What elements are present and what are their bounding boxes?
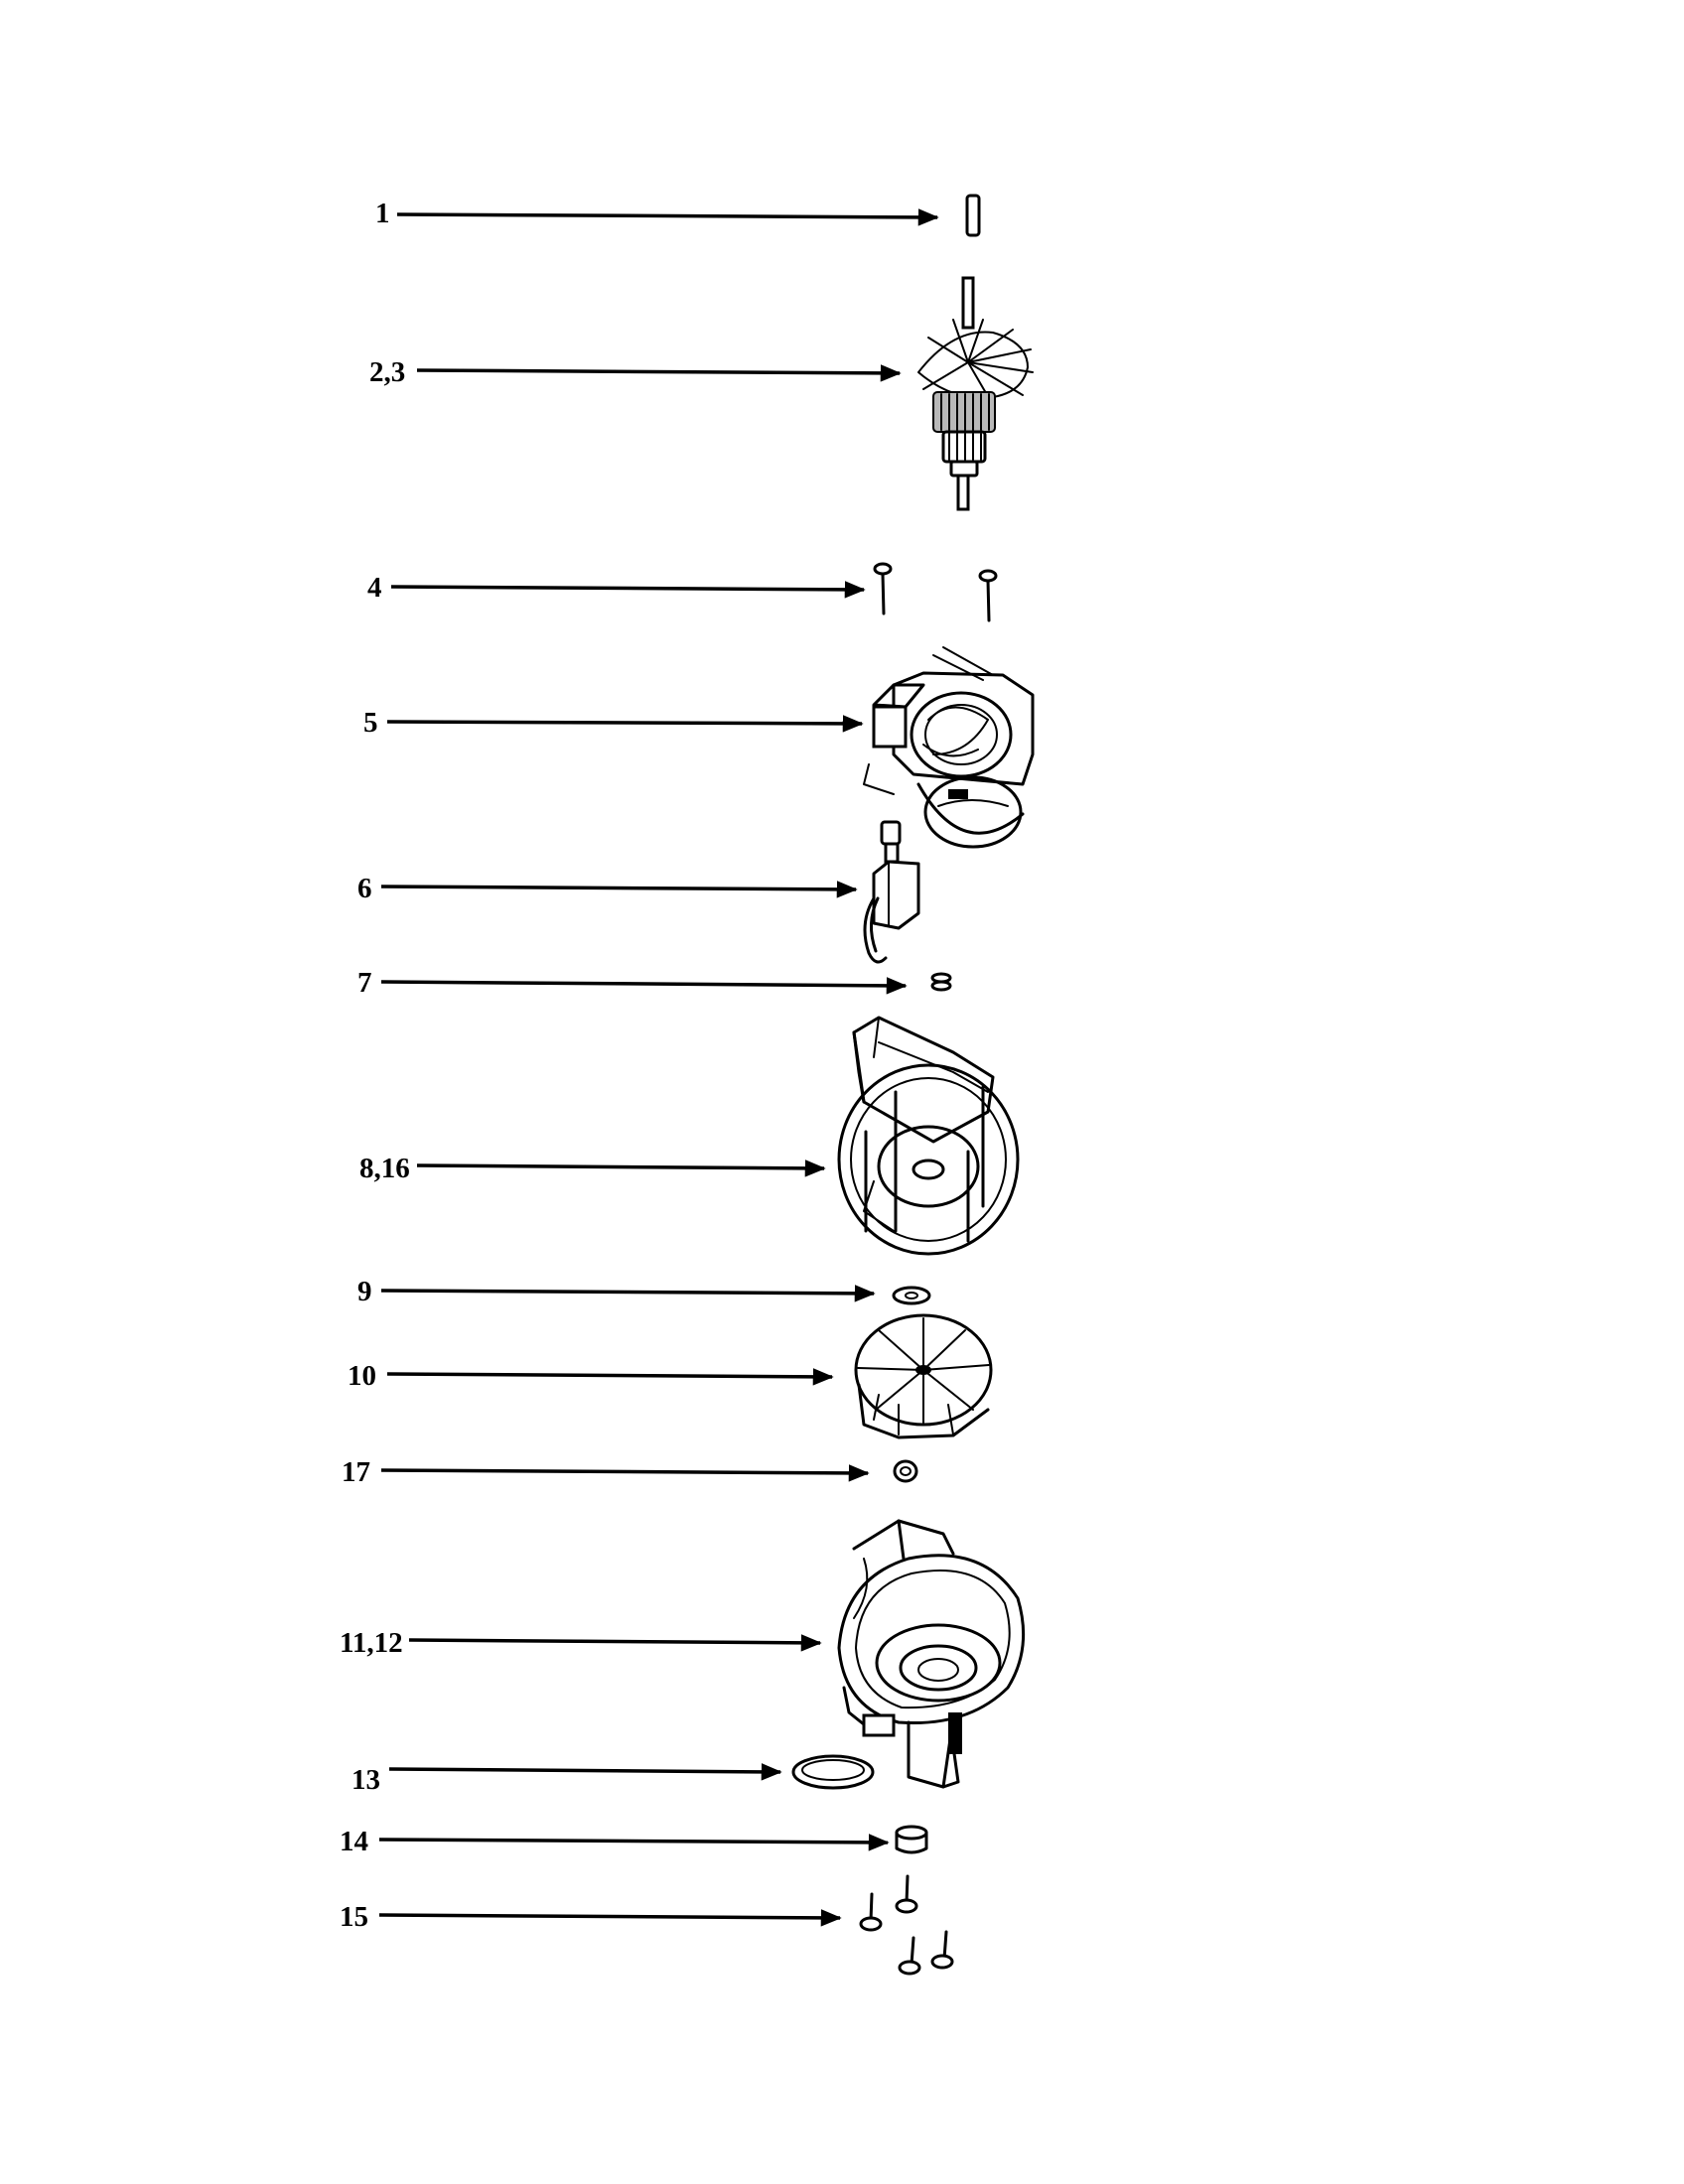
callout-label-1: 1 (375, 198, 390, 229)
leader-arrow-5 (387, 722, 862, 724)
callout-4 (367, 572, 864, 604)
callout-label-2-3: 2,3 (369, 356, 406, 388)
callout-label-4: 4 (367, 572, 382, 604)
callout-9 (357, 1276, 874, 1307)
motor-field-housing-icon (864, 647, 1033, 847)
leader-arrow-9 (381, 1291, 874, 1294)
leader-arrow-10 (387, 1374, 832, 1377)
belt-ring-icon (793, 1756, 873, 1788)
screw-pair-icon (875, 564, 996, 620)
callout-17 (342, 1456, 868, 1488)
armature-with-fan-icon (918, 278, 1033, 509)
washer-icon (894, 1288, 929, 1303)
callout-8-16 (359, 1153, 824, 1184)
leader-arrow-17 (381, 1470, 868, 1473)
callout-label-7: 7 (357, 967, 372, 999)
callout-label-14: 14 (340, 1826, 368, 1857)
leader-arrow-1 (397, 214, 937, 217)
callout-label-11-12: 11,12 (340, 1627, 403, 1659)
callout-7 (357, 967, 906, 999)
leader-arrow-6 (381, 887, 856, 889)
callout-13 (351, 1764, 780, 1796)
callout-label-10: 10 (348, 1360, 376, 1392)
callout-label-15: 15 (340, 1901, 368, 1933)
leader-arrow-14 (379, 1840, 888, 1843)
callout-label-13: 13 (351, 1764, 380, 1796)
callout-14 (340, 1826, 888, 1857)
callout-15 (340, 1901, 840, 1933)
callout-label-6: 6 (357, 873, 372, 904)
leader-arrow-15 (379, 1915, 840, 1918)
callout-label-17: 17 (342, 1456, 370, 1488)
callout-label-9: 9 (357, 1276, 372, 1307)
leader-arrow-13 (389, 1769, 780, 1772)
callout-10 (348, 1360, 832, 1392)
leader-arrow-11-12 (409, 1640, 820, 1643)
switch-with-lead-icon (865, 822, 918, 962)
leader-arrow-7 (381, 982, 906, 986)
callout-11-12 (340, 1627, 820, 1659)
callout-label-5: 5 (363, 707, 378, 739)
leader-arrow-4 (391, 587, 864, 590)
callout-6 (357, 873, 856, 904)
motor-mount-plate-icon (839, 1018, 1018, 1254)
callout-5 (363, 707, 862, 739)
fan-housing-icon (839, 1521, 1024, 1787)
nut-icon (895, 1461, 916, 1481)
callout-label-8-16: 8,16 (359, 1153, 410, 1184)
leader-arrow-8-16 (417, 1165, 824, 1168)
spring-clip-icon (932, 974, 950, 990)
impeller-icon (856, 1315, 991, 1437)
callout-2-3 (369, 356, 900, 388)
pin-icon (967, 196, 979, 235)
screw-set-icon (861, 1876, 952, 1974)
callout-1 (375, 198, 937, 229)
leader-arrow-2-3 (417, 370, 900, 373)
bushing-icon (897, 1827, 926, 1852)
